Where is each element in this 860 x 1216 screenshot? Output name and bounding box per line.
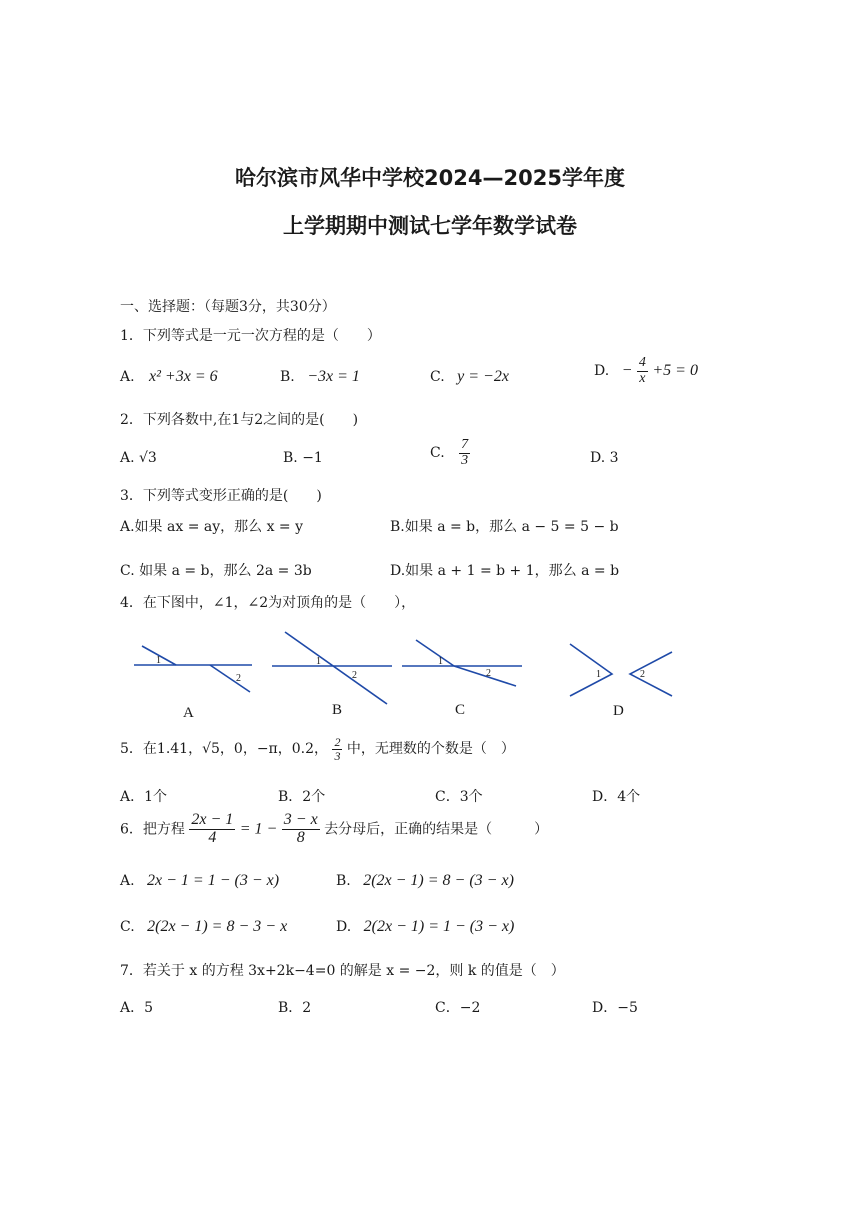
q6-stem (120, 812, 548, 847)
q5-option-a: A．1个 (120, 789, 168, 805)
q6-d-text: 2(2x − 1) = 1 − (3 − x) (363, 918, 515, 935)
q2-option-c (430, 438, 470, 468)
figure-c (402, 640, 522, 686)
q5-frac-den: 3 (334, 748, 341, 763)
q1-c-text: y = −2x (457, 368, 509, 385)
q3-option-c: C. 如果 a = b，那么 2a = 3b (120, 563, 312, 579)
q2-option-a: A. √3 (120, 450, 157, 466)
q7-stem: 7．若关于 x 的方程 3x+2k−4=0 的解是 x = −2，则 k 的值是（ ） (120, 963, 565, 979)
figure-c-angle1-label: 1 (438, 656, 443, 667)
q5-fraction (332, 736, 342, 762)
exam-title-line1: 哈尔滨市风华中学校2024—2025学年度 (235, 166, 625, 190)
q2-option-b: B. −1 (283, 450, 323, 466)
q3-stem: 3．下列等式变形正确的是( ) (120, 488, 322, 504)
q6-a-text: 2x − 1 = 1 − (3 − x) (147, 872, 280, 889)
q1-a-text: x² +3x = 6 (149, 368, 218, 385)
q2-stem: 2．下列各数中,在1与2之间的是( ) (120, 412, 359, 428)
figure-d-angle1 (570, 644, 612, 696)
q1-d-rest: +5 = 0 (652, 362, 698, 380)
figure-c-ray2 (454, 666, 516, 686)
figure-a-angle1-label: 1 (156, 655, 161, 666)
figure-b (272, 632, 392, 704)
q5-frac-num: 2 (334, 735, 341, 749)
q4-stem: 4．在下图中，∠1，∠2为对顶角的是（ ）， (120, 595, 416, 611)
figure-d-caption: D (613, 703, 624, 719)
figure-b-angle1-label: 1 (316, 656, 321, 667)
q7-option-b: B．2 (278, 1000, 312, 1016)
figure-d (570, 644, 672, 696)
q6-fraction2 (282, 812, 320, 847)
figure-a-ray2 (210, 665, 250, 692)
q6-f2-den: 8 (296, 828, 305, 846)
q2-c-den: 3 (461, 452, 469, 468)
q6-c-text: 2(2x − 1) = 8 − 3 − x (147, 918, 288, 935)
figure-d-angle1-label: 1 (596, 669, 601, 680)
q2-c-num: 7 (461, 437, 469, 452)
q7-option-d: D．−5 (592, 1000, 638, 1016)
q7-option-a: A．5 (120, 1000, 154, 1016)
q6-c-label: C. (120, 919, 135, 935)
q6-f1-num: 2x − 1 (191, 811, 234, 828)
q5-option-b: B．2个 (278, 789, 326, 805)
q1-d-num: 4 (638, 355, 646, 370)
q6-b-label: B. (336, 873, 351, 889)
q1-d-minus: − (621, 362, 633, 380)
q2-c-fraction (459, 438, 470, 468)
q1-c-label: C. (430, 369, 445, 385)
q6-option-d (336, 918, 514, 936)
figure-b-line2 (285, 632, 387, 704)
figure-c-caption: C (455, 702, 466, 718)
q5-stem-post: 中，无理数的个数是（ ） (346, 741, 515, 758)
q6-f2-num: 3 − x (283, 811, 318, 828)
q5-stem-pre: 5．在1.41，√5，0，−π，0.2， (120, 741, 329, 758)
q1-a-label: A. (120, 369, 135, 385)
q6-option-c (120, 918, 287, 936)
q1-option-a (120, 368, 218, 386)
q6-option-a (120, 872, 279, 890)
q6-b-text: 2(2x − 1) = 8 − (3 − x) (363, 872, 514, 889)
q6-option-b (336, 872, 514, 890)
figure-a-caption: A (183, 705, 194, 721)
q1-d-label: D. (594, 363, 610, 380)
q1-b-label: B. (280, 369, 295, 385)
q6-fraction1 (189, 812, 235, 847)
q7-option-c: C．−2 (435, 1000, 481, 1016)
q1-option-d (594, 356, 698, 386)
q1-option-c (430, 368, 509, 386)
figure-a-angle2-label: 2 (236, 673, 241, 684)
q1-d-den: x (639, 370, 646, 386)
q5-option-c: C．3个 (435, 789, 483, 805)
figure-c-angle2-label: 2 (486, 668, 491, 679)
q6-stem-pre: 6．把方程 (120, 821, 185, 838)
figure-d-angle2 (630, 652, 672, 696)
q6-stem-post: 去分母后，正确的结果是（ ） (324, 821, 549, 838)
figure-c-ray1 (416, 640, 454, 666)
q6-f1-den: 4 (208, 828, 217, 846)
q1-stem: 1．下列等式是一元一次方程的是（ ） (120, 328, 381, 344)
q6-a-label: A. (120, 873, 135, 889)
q6-d-label: D. (336, 919, 352, 935)
q3-option-a: A.如果 ax = ay，那么 x = y (120, 519, 304, 535)
section-header: 一、选择题：（每题3分，共30分） (120, 299, 336, 315)
q2-option-d: D. 3 (590, 450, 619, 466)
q3-option-b: B.如果 a = b，那么 a − 5 = 5 − b (390, 519, 619, 535)
exam-title-line2: 上学期期中测试七学年数学试卷 (283, 214, 577, 238)
figure-a (134, 646, 252, 692)
q1-b-text: −3x = 1 (307, 368, 360, 385)
q3-option-d: D.如果 a + 1 = b + 1，那么 a = b (390, 563, 620, 579)
q2-c-label: C. (430, 445, 445, 462)
figure-b-angle2-label: 2 (352, 670, 357, 681)
q1-option-b (280, 368, 360, 386)
figure-d-angle2-label: 2 (640, 669, 645, 680)
q4-figures (0, 620, 860, 730)
q1-d-fraction (637, 356, 648, 386)
q6-mid: = 1 − (239, 820, 278, 838)
q5-stem (120, 736, 515, 762)
q5-option-d: D．4个 (592, 789, 641, 805)
figure-b-caption: B (332, 702, 343, 718)
